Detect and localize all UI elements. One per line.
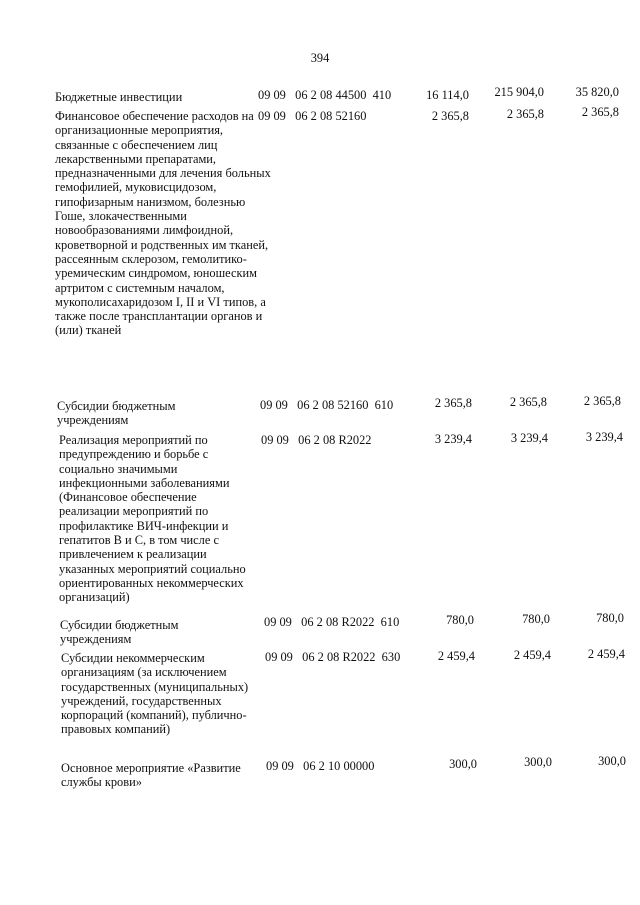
- row-value-2: 215 904,0: [494, 85, 544, 99]
- row-value-1: 2 459,4: [437, 649, 475, 663]
- row-value-3: 780,0: [596, 611, 624, 625]
- row-value-3: 2 459,4: [587, 647, 625, 661]
- row-value-2: 2 365,8: [509, 395, 547, 409]
- row-name: Основное мероприятие «Развитие службы крови»: [61, 761, 241, 790]
- row-value-2: 3 239,4: [510, 431, 548, 445]
- page-number: 394: [310, 51, 330, 65]
- row-value-1: 780,0: [446, 613, 474, 627]
- row-name: Реализация мероприятий по предупреждению и борьбе с социально значимыми инфекционными заболеваниями (Финансовое обеспечение реализации мероприятий по профилактике ВИЧ-инфекции и гепатитов B и C, в том числе с привлечением к реализации указанных мероприятий социально ориентированных некоммерческих организаций): [59, 433, 246, 605]
- row-code: 09 09 06 2 08 52160: [258, 109, 367, 123]
- row-code: 09 09 06 2 08 52160 610: [260, 398, 394, 412]
- row-value-1: 16 114,0: [426, 88, 469, 102]
- row-code: 09 09 06 2 08 44500 410: [258, 88, 392, 102]
- row-value-2: 2 459,4: [513, 648, 551, 662]
- row-code: 09 09 06 2 08 R2022 630: [265, 650, 401, 664]
- row-value-1: 300,0: [449, 757, 477, 771]
- row-value-3: 35 820,0: [575, 85, 619, 99]
- row-code: 09 09 06 2 08 R2022: [261, 433, 372, 447]
- row-code: 09 09 06 2 10 00000: [266, 759, 375, 773]
- row-code: 09 09 06 2 08 R2022 610: [264, 615, 400, 629]
- row-name: Субсидии некоммерческим организациям (за исключением государственных (муниципальных) учреждений, государственных корпораций (компаний), публично-правовых компаний): [61, 651, 249, 737]
- row-value-1: 2 365,8: [431, 109, 469, 123]
- row-value-2: 780,0: [522, 612, 550, 626]
- row-value-3: 300,0: [598, 754, 626, 768]
- row-name: Субсидии бюджетным учреждениям: [57, 399, 176, 428]
- row-value-3: 3 239,4: [585, 430, 623, 444]
- row-value-1: 2 365,8: [434, 396, 472, 410]
- row-value-1: 3 239,4: [434, 432, 472, 446]
- row-value-2: 300,0: [524, 755, 552, 769]
- row-name: Бюджетные инвестиции: [55, 90, 183, 104]
- row-name: Субсидии бюджетным учреждениям: [60, 618, 179, 647]
- row-value-3: 2 365,8: [583, 394, 621, 408]
- row-value-2: 2 365,8: [506, 107, 544, 121]
- row-value-3: 2 365,8: [581, 105, 619, 119]
- row-name: Финансовое обеспечение расходов на организационные мероприятия, связанные с обеспечением лиц лекарственными препаратами, предназначенными для лечения больных гемофилией, муковисцидозом, гипофизарным нанизмом, болезнью Гоше, злокачественными новообразованиями лимфоидной, кроветворной и родственных им тканей, рассеянным склерозом, гемолитико-уремическим синдромом, юношеским артритом с системным началом, мукополисахаридозом I, II и VI типов, а также после трансплантации органов и (или) тканей: [55, 109, 271, 338]
